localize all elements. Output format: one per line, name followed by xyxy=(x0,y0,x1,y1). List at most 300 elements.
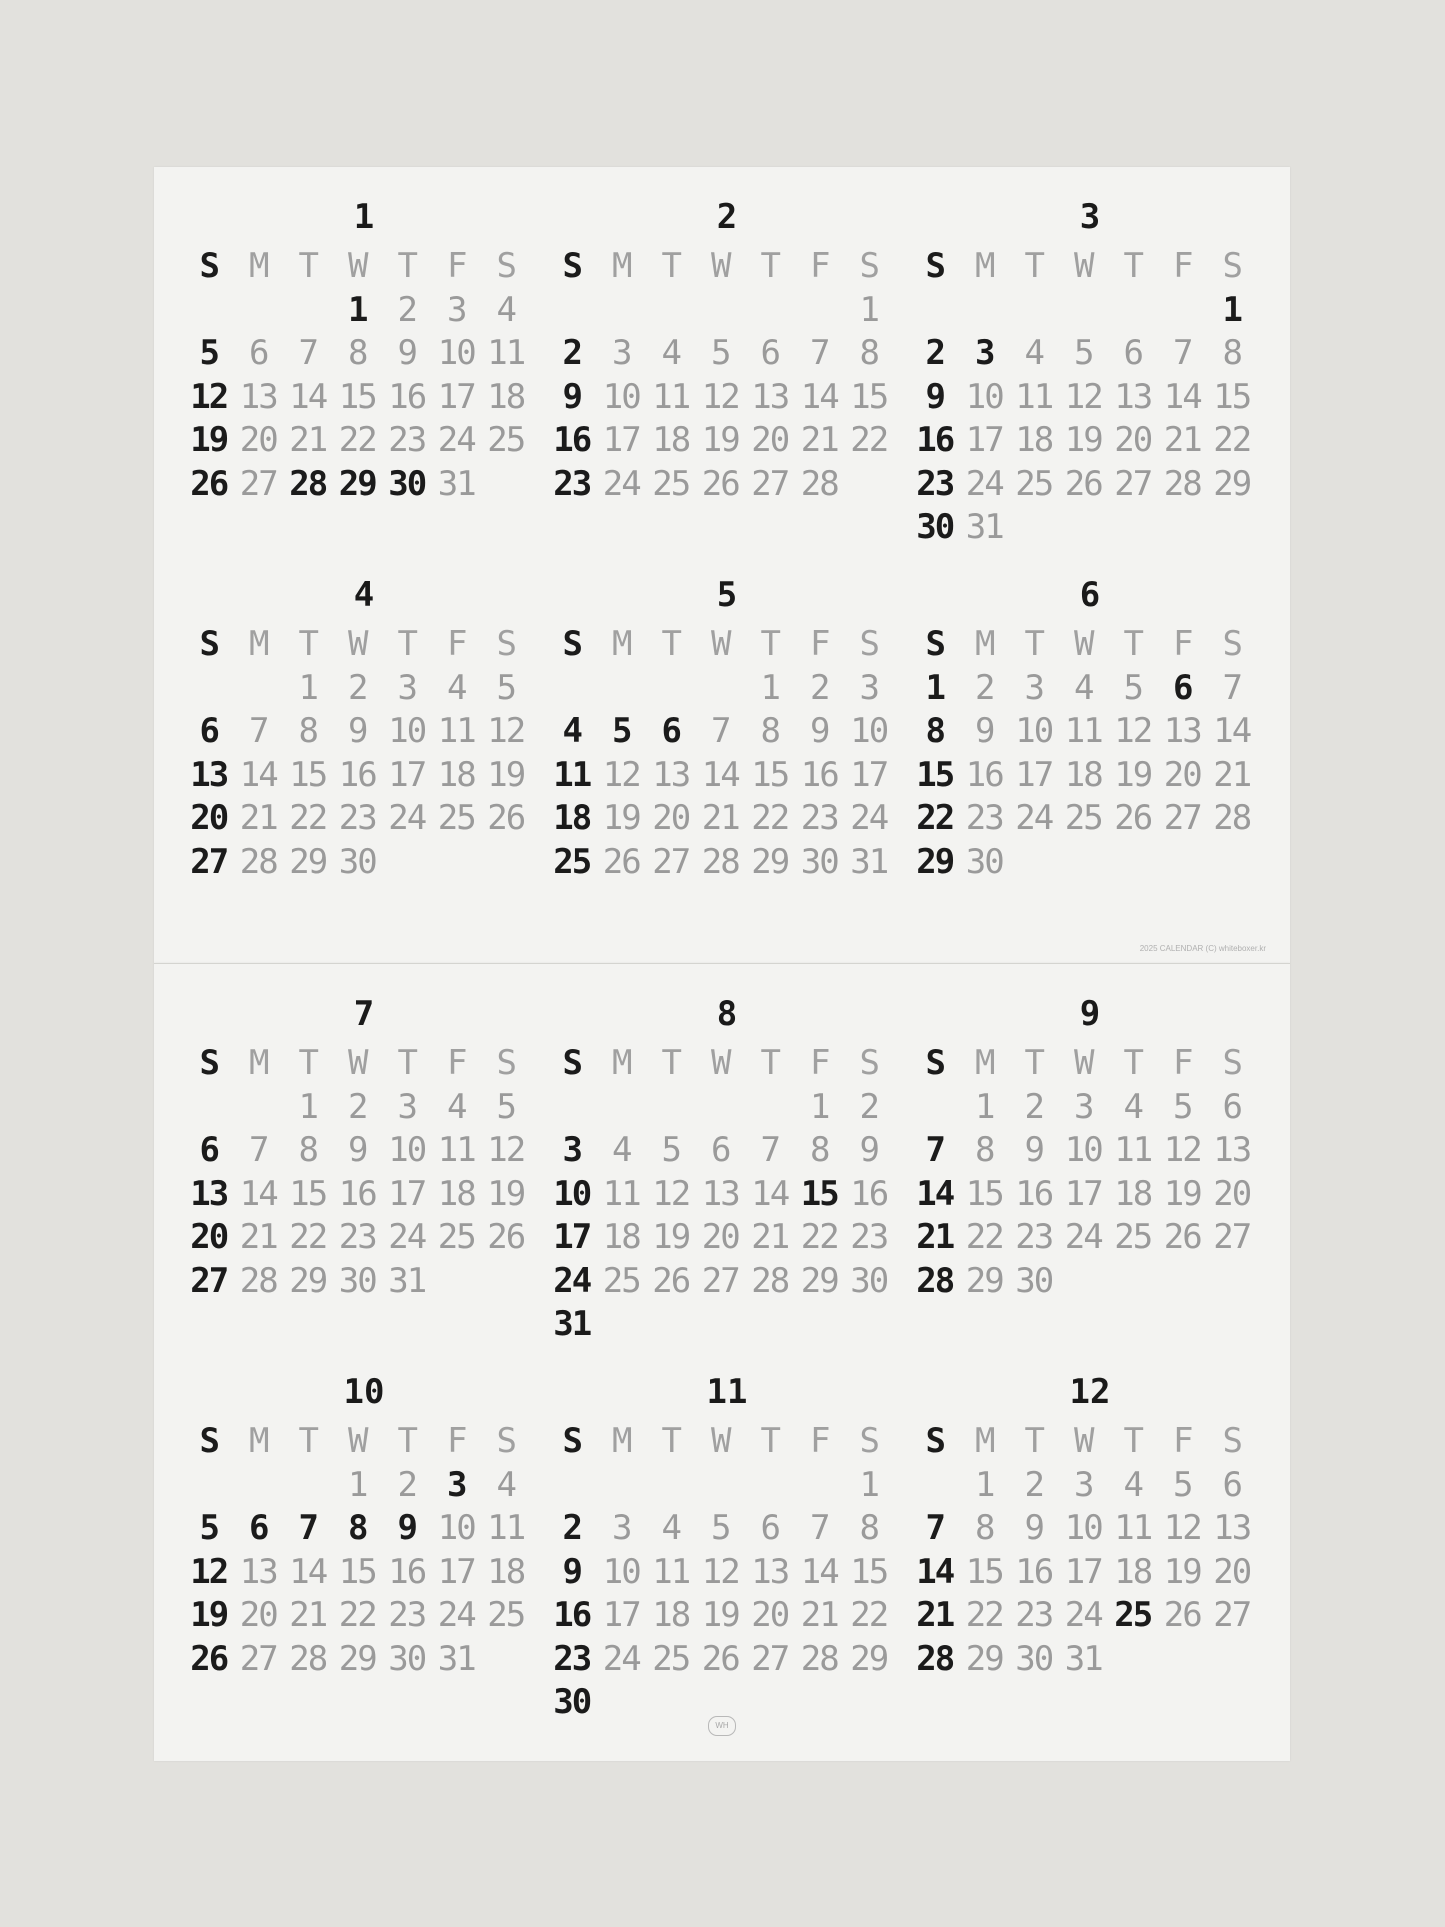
day-cell: 24 xyxy=(388,1217,426,1257)
weekday-label: T xyxy=(1123,1421,1142,1461)
month-number: 5 xyxy=(716,575,738,615)
empty-cell xyxy=(745,1086,795,1129)
weekday-label: S xyxy=(199,246,218,286)
weekday-label: T xyxy=(1024,1043,1043,1083)
day-cell: 10 xyxy=(388,711,426,751)
day-cell: 12 xyxy=(602,754,640,795)
week-row xyxy=(184,1638,531,1681)
week-row xyxy=(184,797,531,840)
weekday-header xyxy=(547,1420,894,1463)
weekday-label: S xyxy=(1222,246,1241,286)
day-cell: 24 xyxy=(602,1638,640,1679)
weekday-label: S xyxy=(859,246,878,286)
day-cell: 19 xyxy=(701,1595,739,1635)
day-cell: 30 xyxy=(1015,1260,1053,1301)
day-cell: 28 xyxy=(800,1638,838,1679)
day-cell: 14 xyxy=(289,376,327,417)
day-cell: 2 xyxy=(397,1464,416,1505)
day-cell: 14 xyxy=(800,376,838,417)
day-cell: 9 xyxy=(859,1130,878,1170)
day-cell: 29 xyxy=(800,1260,838,1301)
day-cell: 10 xyxy=(1015,711,1053,751)
day-cell: 28 xyxy=(800,463,838,504)
calendar-sheet-top xyxy=(154,167,1290,963)
day-cell: 9 xyxy=(975,711,994,751)
day-cell: 9 xyxy=(397,1508,416,1548)
day-cell: 14 xyxy=(800,1551,838,1592)
weekday-label: S xyxy=(562,624,581,664)
day-cell: 5 xyxy=(612,711,631,751)
week-row xyxy=(184,1260,531,1303)
weekday-label: S xyxy=(925,1043,944,1083)
empty-cell xyxy=(1108,289,1158,332)
week-row xyxy=(547,1507,894,1550)
day-cell: 16 xyxy=(338,754,376,795)
day-cell: 26 xyxy=(652,1260,690,1301)
empty-cell xyxy=(910,1086,960,1129)
day-cell: 22 xyxy=(289,798,327,838)
day-cell: 13 xyxy=(701,1173,739,1214)
week-row xyxy=(547,376,894,419)
day-cell: 13 xyxy=(1213,1508,1251,1548)
weekday-label: F xyxy=(810,246,829,286)
weekday-label: M xyxy=(975,246,994,286)
day-cell: 31 xyxy=(1064,1638,1102,1679)
day-cell: 3 xyxy=(562,1130,581,1170)
day-cell: 20 xyxy=(190,798,228,838)
day-cell: 20 xyxy=(701,1217,739,1257)
day-cell: 29 xyxy=(338,1638,376,1679)
weekday-label: S xyxy=(859,624,878,664)
day-cell: 27 xyxy=(1213,1217,1251,1257)
day-cell: 25 xyxy=(437,798,475,838)
empty-cell xyxy=(481,463,531,506)
weekday-header xyxy=(547,1042,894,1085)
weekday-header xyxy=(910,1420,1257,1463)
day-cell: 19 xyxy=(602,798,640,838)
empty-cell xyxy=(1108,841,1158,884)
day-cell: 17 xyxy=(437,1551,475,1592)
day-cell: 18 xyxy=(487,1551,525,1592)
day-cell: 1 xyxy=(975,1086,994,1127)
day-cell: 9 xyxy=(810,711,829,751)
empty-cell xyxy=(646,1086,696,1129)
day-cell: 23 xyxy=(388,420,426,460)
week-row xyxy=(547,332,894,375)
day-cell: 26 xyxy=(1163,1217,1201,1257)
wh-logo-icon: WH xyxy=(708,1716,736,1736)
weekday-label: M xyxy=(249,1421,268,1461)
empty-cell xyxy=(184,1464,234,1507)
day-cell: 8 xyxy=(859,333,878,373)
day-cell: 11 xyxy=(652,376,690,417)
day-cell: 16 xyxy=(1015,1173,1053,1214)
week-row xyxy=(547,1594,894,1637)
empty-cell xyxy=(597,667,647,710)
day-cell: 29 xyxy=(751,841,789,882)
empty-cell xyxy=(1059,506,1109,549)
day-cell: 11 xyxy=(553,754,591,795)
empty-cell xyxy=(481,1638,531,1681)
day-cell: 8 xyxy=(859,1508,878,1548)
day-cell: 24 xyxy=(1064,1595,1102,1635)
weekday-header xyxy=(184,1042,531,1085)
day-cell: 1 xyxy=(859,289,878,330)
day-cell: 19 xyxy=(1163,1551,1201,1592)
day-cell: 24 xyxy=(602,463,640,504)
empty-cell xyxy=(234,1464,284,1507)
empty-cell xyxy=(795,1464,845,1507)
day-cell: 31 xyxy=(965,507,1003,547)
day-cell: 8 xyxy=(925,711,944,751)
day-cell: 16 xyxy=(553,1595,591,1635)
day-cell: 9 xyxy=(348,1130,367,1170)
day-cell: 23 xyxy=(338,798,376,838)
day-cell: 17 xyxy=(1015,754,1053,795)
empty-cell xyxy=(960,289,1010,332)
day-cell: 20 xyxy=(1114,420,1152,460)
day-cell: 6 xyxy=(760,1508,779,1548)
empty-cell xyxy=(234,667,284,710)
week-row xyxy=(910,797,1257,840)
month-number: 2 xyxy=(716,197,738,237)
empty-cell xyxy=(234,289,284,332)
day-cell: 4 xyxy=(1123,1086,1142,1127)
month-11 xyxy=(547,1372,907,1722)
week-row xyxy=(910,289,1257,332)
day-cell: 11 xyxy=(1064,711,1102,751)
day-cell: 22 xyxy=(338,1595,376,1635)
day-cell: 23 xyxy=(965,798,1003,838)
day-cell: 9 xyxy=(1024,1508,1043,1548)
day-cell: 13 xyxy=(1114,376,1152,417)
day-cell: 23 xyxy=(553,463,591,504)
empty-cell xyxy=(547,1086,597,1129)
day-cell: 5 xyxy=(199,333,218,373)
month-number: 11 xyxy=(706,1372,748,1412)
month-9 xyxy=(910,994,1270,1334)
empty-cell xyxy=(1158,506,1208,549)
day-cell: 5 xyxy=(711,333,730,373)
day-cell: 9 xyxy=(348,711,367,751)
empty-cell xyxy=(745,1464,795,1507)
day-cell: 2 xyxy=(925,333,944,373)
empty-cell xyxy=(745,1303,795,1346)
weekday-label: F xyxy=(447,1043,466,1083)
empty-cell xyxy=(910,289,960,332)
day-cell: 21 xyxy=(701,798,739,838)
day-cell: 27 xyxy=(1163,798,1201,838)
weekday-label: S xyxy=(562,1421,581,1461)
day-cell: 1 xyxy=(760,667,779,708)
day-cell: 19 xyxy=(1163,1173,1201,1214)
weekday-label: T xyxy=(1123,246,1142,286)
empty-cell xyxy=(646,667,696,710)
empty-cell xyxy=(696,667,746,710)
day-cell: 19 xyxy=(1114,754,1152,795)
weekday-label: T xyxy=(661,246,680,286)
weekday-label: F xyxy=(447,624,466,664)
day-cell: 14 xyxy=(916,1173,954,1214)
day-cell: 8 xyxy=(760,711,779,751)
day-cell: 13 xyxy=(1163,711,1201,751)
day-cell: 29 xyxy=(965,1260,1003,1301)
weekday-label: T xyxy=(661,1421,680,1461)
day-cell: 12 xyxy=(701,1551,739,1592)
day-cell: 11 xyxy=(602,1173,640,1214)
week-row xyxy=(184,289,531,332)
weekday-label: M xyxy=(249,246,268,286)
day-cell: 4 xyxy=(1024,333,1043,373)
day-cell: 29 xyxy=(338,463,376,504)
empty-cell xyxy=(844,463,894,506)
day-cell: 14 xyxy=(916,1551,954,1592)
day-cell: 11 xyxy=(652,1551,690,1592)
empty-cell xyxy=(795,1681,845,1724)
day-cell: 3 xyxy=(447,289,466,330)
weekday-label: S xyxy=(1222,1421,1241,1461)
day-cell: 14 xyxy=(239,1173,277,1214)
empty-cell xyxy=(646,1681,696,1724)
week-row xyxy=(547,1129,894,1172)
day-cell: 17 xyxy=(437,376,475,417)
day-cell: 3 xyxy=(1074,1086,1093,1127)
empty-cell xyxy=(696,1303,746,1346)
weekday-label: T xyxy=(760,624,779,664)
week-row xyxy=(910,1594,1257,1637)
day-cell: 2 xyxy=(348,1086,367,1127)
day-cell: 1 xyxy=(975,1464,994,1505)
day-cell: 12 xyxy=(1163,1130,1201,1170)
day-cell: 22 xyxy=(916,798,954,838)
weekday-label: S xyxy=(859,1043,878,1083)
day-cell: 22 xyxy=(965,1595,1003,1635)
day-cell: 28 xyxy=(289,463,327,504)
day-cell: 12 xyxy=(1163,1508,1201,1548)
empty-cell xyxy=(597,1086,647,1129)
day-cell: 4 xyxy=(1123,1464,1142,1505)
day-cell: 4 xyxy=(612,1130,631,1170)
day-cell: 19 xyxy=(487,1173,525,1214)
day-cell: 6 xyxy=(249,333,268,373)
day-cell: 13 xyxy=(239,1551,277,1592)
week-row xyxy=(547,754,894,797)
day-cell: 13 xyxy=(652,754,690,795)
day-cell: 7 xyxy=(298,1508,317,1548)
day-cell: 26 xyxy=(1163,1595,1201,1635)
week-row xyxy=(184,1464,531,1507)
day-cell: 10 xyxy=(965,376,1003,417)
day-cell: 20 xyxy=(190,1217,228,1257)
day-cell: 1 xyxy=(925,667,944,708)
day-cell: 25 xyxy=(652,1638,690,1679)
day-cell: 10 xyxy=(437,333,475,373)
week-row xyxy=(547,289,894,332)
day-cell: 2 xyxy=(975,667,994,708)
day-cell: 26 xyxy=(190,1638,228,1679)
weekday-label: T xyxy=(760,246,779,286)
empty-cell xyxy=(1158,841,1208,884)
day-cell: 23 xyxy=(916,463,954,504)
day-cell: 18 xyxy=(437,754,475,795)
empty-cell xyxy=(597,1303,647,1346)
week-row xyxy=(910,1129,1257,1172)
weekday-label: S xyxy=(496,1421,515,1461)
day-cell: 6 xyxy=(661,711,680,751)
day-cell: 11 xyxy=(437,1130,475,1170)
empty-cell xyxy=(597,1464,647,1507)
day-cell: 20 xyxy=(1213,1173,1251,1214)
day-cell: 1 xyxy=(298,1086,317,1127)
week-row xyxy=(184,754,531,797)
day-cell: 25 xyxy=(553,841,591,882)
day-cell: 17 xyxy=(965,420,1003,460)
day-cell: 24 xyxy=(1015,798,1053,838)
weekday-header xyxy=(910,1042,1257,1085)
day-cell: 14 xyxy=(1163,376,1201,417)
empty-cell xyxy=(432,1260,482,1303)
day-cell: 5 xyxy=(199,1508,218,1548)
empty-cell xyxy=(844,1681,894,1724)
day-cell: 8 xyxy=(348,1508,367,1548)
day-cell: 5 xyxy=(711,1508,730,1548)
day-cell: 14 xyxy=(289,1551,327,1592)
weekday-header xyxy=(910,623,1257,666)
week-row xyxy=(910,1216,1257,1259)
day-cell: 10 xyxy=(850,711,888,751)
day-cell: 2 xyxy=(562,1508,581,1548)
day-cell: 23 xyxy=(1015,1217,1053,1257)
calendar-sheet-bottom xyxy=(154,963,1290,1761)
weekday-label: F xyxy=(810,1421,829,1461)
day-cell: 16 xyxy=(1015,1551,1053,1592)
day-cell: 15 xyxy=(1213,376,1251,417)
weekday-label: S xyxy=(925,1421,944,1461)
week-row xyxy=(547,1173,894,1216)
day-cell: 16 xyxy=(338,1173,376,1214)
day-cell: 28 xyxy=(916,1260,954,1301)
week-row xyxy=(184,1216,531,1259)
empty-cell xyxy=(1108,1260,1158,1303)
week-row xyxy=(547,1260,894,1303)
day-cell: 3 xyxy=(447,1464,466,1505)
day-cell: 26 xyxy=(1114,798,1152,838)
weekday-label: S xyxy=(199,624,218,664)
day-cell: 12 xyxy=(1064,376,1102,417)
day-cell: 26 xyxy=(1064,463,1102,504)
day-cell: 8 xyxy=(975,1130,994,1170)
day-cell: 15 xyxy=(751,754,789,795)
weekday-label: F xyxy=(1173,1043,1192,1083)
day-cell: 28 xyxy=(701,841,739,882)
weekday-label: S xyxy=(925,246,944,286)
week-row xyxy=(184,1507,531,1550)
day-cell: 11 xyxy=(487,1508,525,1548)
day-cell: 10 xyxy=(602,376,640,417)
week-row xyxy=(910,376,1257,419)
day-cell: 16 xyxy=(850,1173,888,1214)
day-cell: 6 xyxy=(1173,667,1192,708)
month-7 xyxy=(184,994,544,1334)
day-cell: 22 xyxy=(751,798,789,838)
day-cell: 25 xyxy=(652,463,690,504)
day-cell: 1 xyxy=(298,667,317,708)
day-cell: 13 xyxy=(751,1551,789,1592)
day-cell: 30 xyxy=(800,841,838,882)
day-cell: 18 xyxy=(553,798,591,838)
day-cell: 21 xyxy=(239,798,277,838)
day-cell: 20 xyxy=(751,420,789,460)
weekday-label: F xyxy=(810,1043,829,1083)
empty-cell xyxy=(547,667,597,710)
day-cell: 7 xyxy=(925,1130,944,1170)
day-cell: 8 xyxy=(810,1130,829,1170)
day-cell: 19 xyxy=(701,420,739,460)
weekday-label: W xyxy=(1074,624,1093,664)
weekday-label: F xyxy=(810,624,829,664)
empty-cell xyxy=(844,1303,894,1346)
month-number: 3 xyxy=(1079,197,1101,237)
month-number: 12 xyxy=(1069,1372,1111,1412)
day-cell: 17 xyxy=(602,420,640,460)
day-cell: 31 xyxy=(850,841,888,882)
day-cell: 15 xyxy=(800,1173,838,1214)
day-cell: 6 xyxy=(760,333,779,373)
day-cell: 16 xyxy=(965,754,1003,795)
day-cell: 15 xyxy=(965,1551,1003,1592)
weekday-label: S xyxy=(1222,1043,1241,1083)
day-cell: 19 xyxy=(487,754,525,795)
day-cell: 17 xyxy=(602,1595,640,1635)
weekday-label: T xyxy=(298,246,317,286)
day-cell: 17 xyxy=(1064,1173,1102,1214)
week-row xyxy=(910,1260,1257,1303)
day-cell: 26 xyxy=(487,1217,525,1257)
day-cell: 16 xyxy=(553,420,591,460)
day-cell: 27 xyxy=(751,463,789,504)
day-cell: 19 xyxy=(652,1217,690,1257)
day-cell: 27 xyxy=(701,1260,739,1301)
day-cell: 6 xyxy=(199,1130,218,1170)
day-cell: 22 xyxy=(965,1217,1003,1257)
day-cell: 6 xyxy=(249,1508,268,1548)
weekday-header xyxy=(184,623,531,666)
month-3 xyxy=(910,197,1270,547)
weekday-label: M xyxy=(612,246,631,286)
empty-cell xyxy=(646,289,696,332)
empty-cell xyxy=(696,1086,746,1129)
weekday-label: F xyxy=(447,1421,466,1461)
day-cell: 14 xyxy=(701,754,739,795)
day-cell: 3 xyxy=(1024,667,1043,708)
weekday-label: W xyxy=(348,246,367,286)
weekday-label: S xyxy=(1222,624,1241,664)
day-cell: 17 xyxy=(850,754,888,795)
empty-cell xyxy=(745,1681,795,1724)
day-cell: 2 xyxy=(859,1086,878,1127)
day-cell: 24 xyxy=(388,798,426,838)
day-cell: 21 xyxy=(800,1595,838,1635)
week-row xyxy=(547,463,894,506)
copyright-text: 2025 CALENDAR (C) whiteboxer.kr xyxy=(1139,944,1266,953)
day-cell: 30 xyxy=(553,1682,591,1722)
weekday-label: T xyxy=(298,1421,317,1461)
weekday-label: F xyxy=(1173,246,1192,286)
day-cell: 18 xyxy=(1064,754,1102,795)
empty-cell xyxy=(1108,1638,1158,1681)
day-cell: 8 xyxy=(975,1508,994,1548)
day-cell: 2 xyxy=(348,667,367,708)
